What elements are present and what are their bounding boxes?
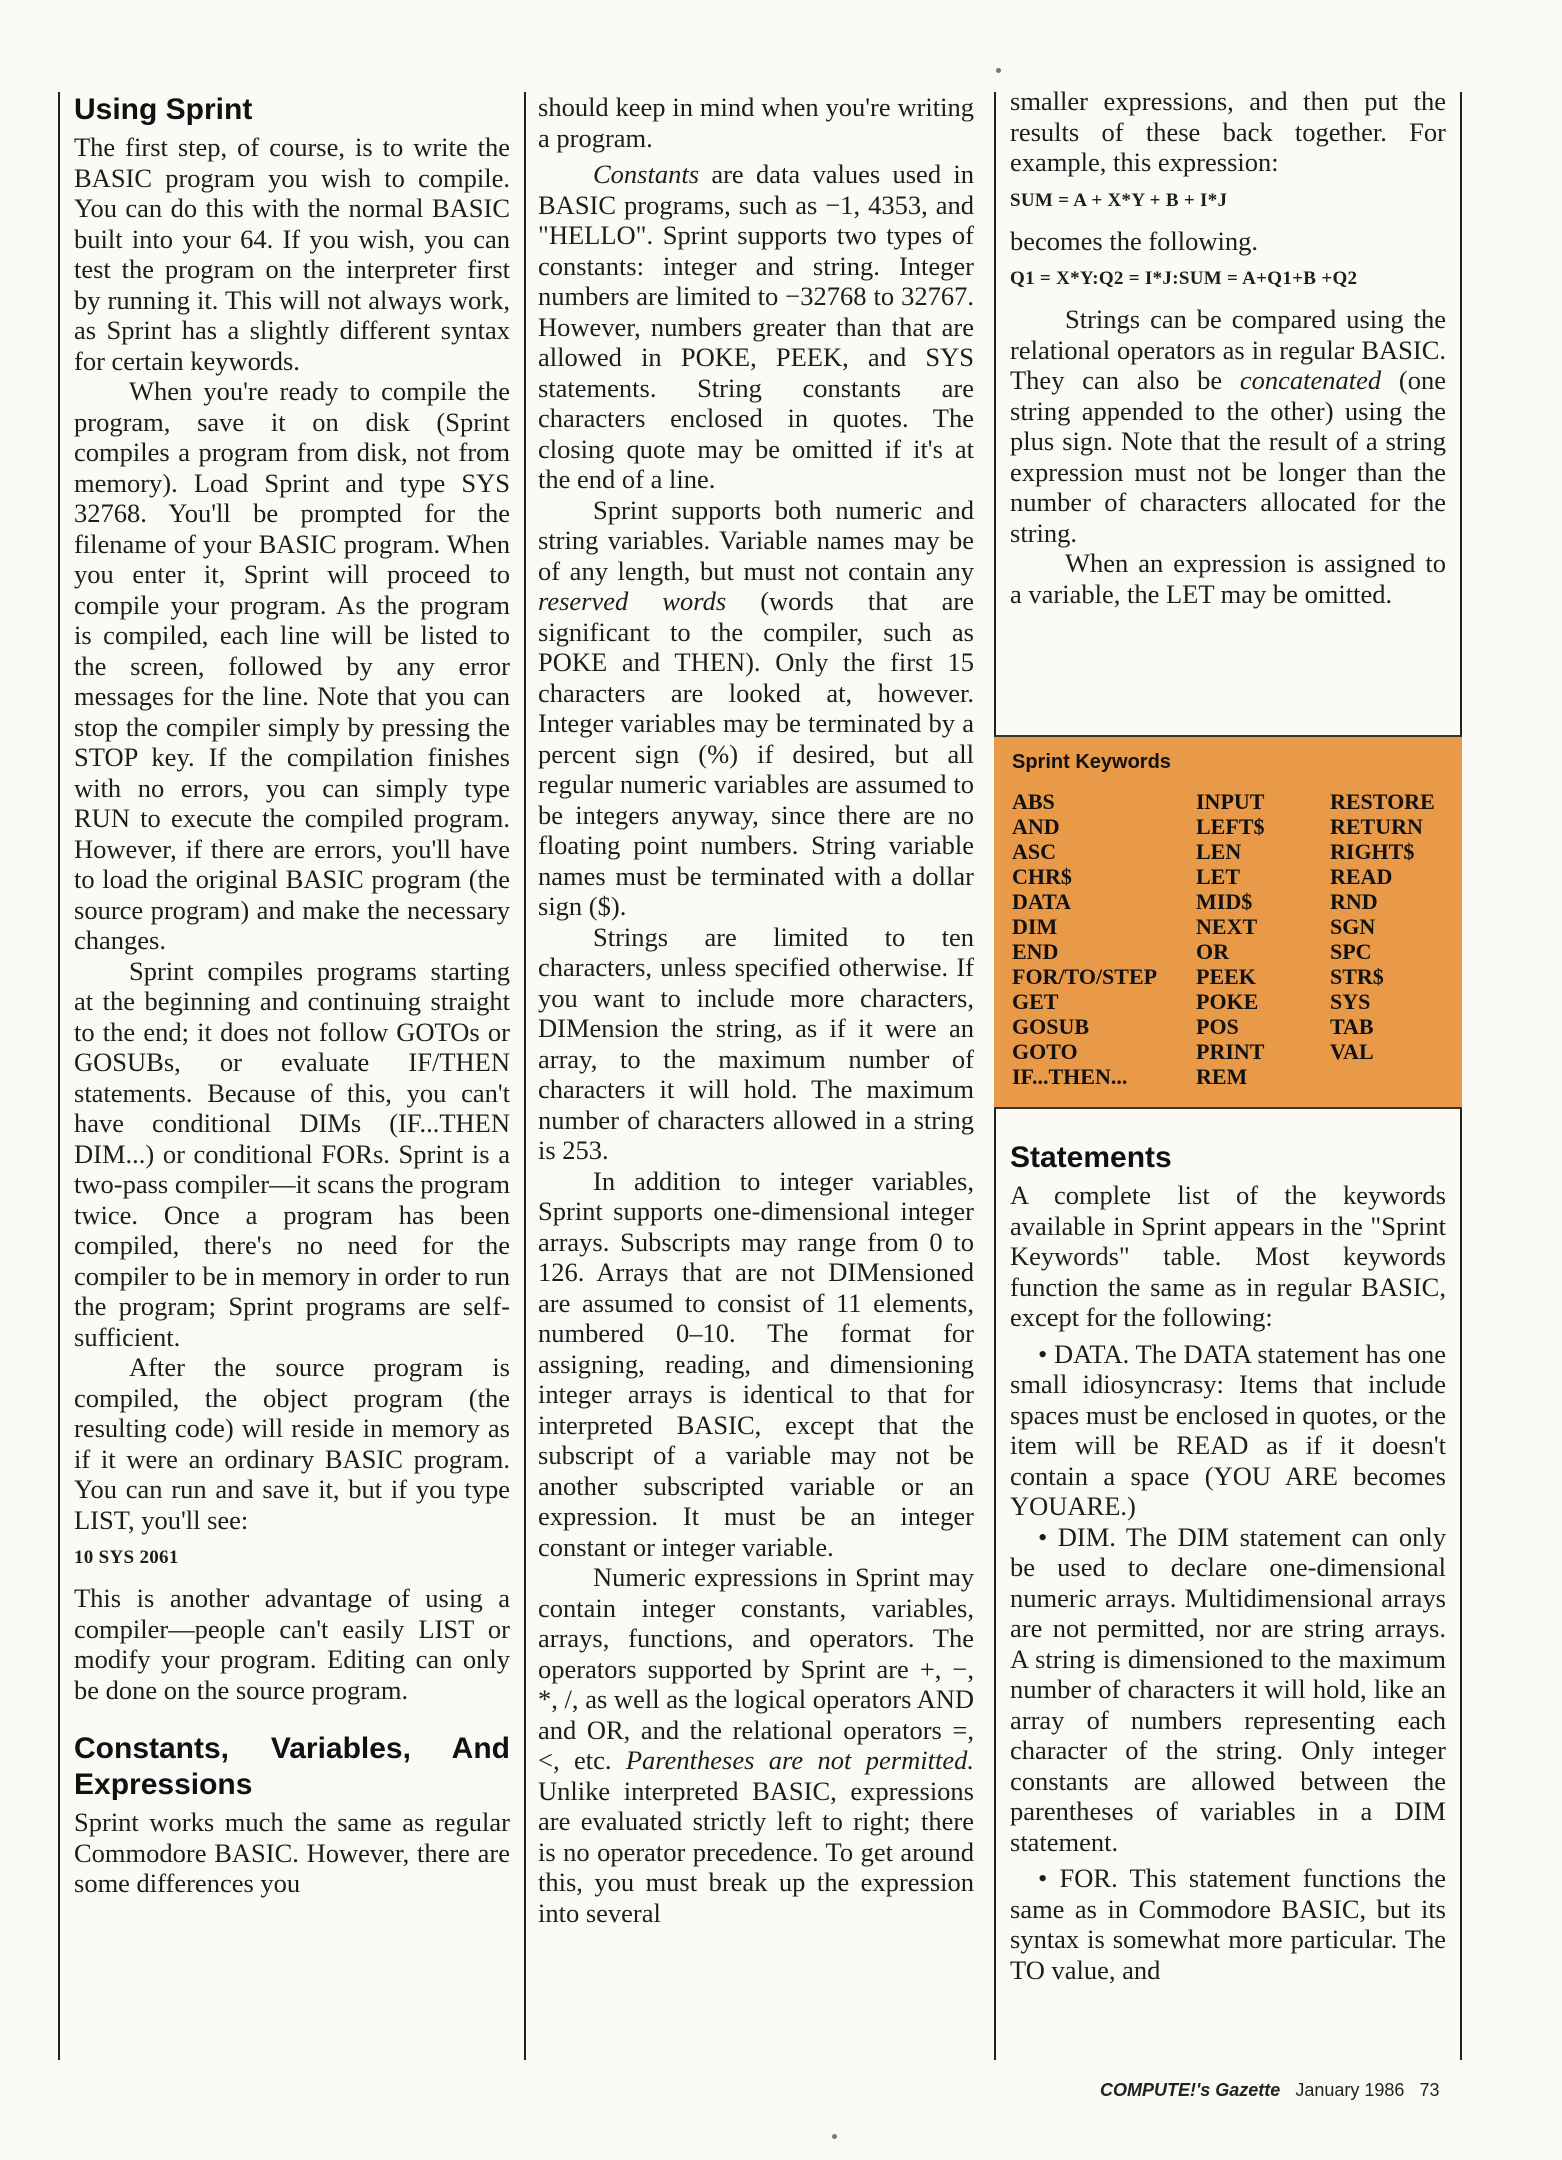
paragraph: smaller expressions, and then put the results of these back together. For example, this expression: bbox=[1010, 86, 1446, 177]
emphasis: Parentheses are not permitted. bbox=[625, 1745, 974, 1775]
issue-date: January 1986 bbox=[1295, 2080, 1405, 2100]
keyword: END bbox=[1012, 939, 1059, 964]
paragraph: When you're ready to compile the program, save it on disk (Sprint compiles a program from disk, not from memory). Load Sprint and type SYS 32768. You'll be prompted for the filename of your BASIC program. When you enter it, Sprint will proceed to compile your program. As the program is compiled, each line will be listed to the screen, followed by any error messages for the line. Note that you can stop the compiler simply by pressing the STOP key. If the compilation finishes with no errors, you can simply type RUN to execute the compiled program. However, if there are errors, you'll have to load the original BASIC program (the source program) and make the necessary changes. bbox=[74, 376, 510, 955]
keyword: RETURN bbox=[1330, 814, 1423, 839]
paragraph bbox=[538, 495, 974, 922]
keyword: SYS bbox=[1330, 989, 1371, 1014]
keywords-column-2 bbox=[1196, 789, 1264, 1089]
text-span: Strings can be compared using the relational operators as in regular BASIC. They can also be bbox=[1010, 304, 1446, 395]
keywords-table-title: Sprint Keywords bbox=[1012, 751, 1171, 773]
paragraph: Strings are limited to ten characters, unless specified otherwise. If you want to include more characters, DIMension the string, as if it were an array, to the maximum number of characters it will hold. The maximum number of characters allowed in a string is 253. bbox=[538, 921, 974, 1165]
code-example-2: Q1 = X*Y:Q2 = I*J:SUM = A+Q1+B +Q2 bbox=[1010, 268, 1358, 289]
emphasis: reserved words bbox=[538, 586, 727, 616]
page-number: 73 bbox=[1419, 2080, 1440, 2100]
keyword: OR bbox=[1196, 939, 1229, 964]
paragraph: should keep in mind when you're writing a program. bbox=[538, 92, 974, 153]
column-rule-2 bbox=[994, 92, 996, 735]
keywords-column-3 bbox=[1330, 789, 1435, 1064]
keyword: GOSUB bbox=[1012, 1014, 1090, 1039]
code-example-1: SUM = A + X*Y + B + I*J bbox=[1010, 189, 1228, 211]
keyword: POKE bbox=[1196, 989, 1259, 1014]
paragraph: • DATA. The DATA statement has one small idiosyncrasy: Items that include spaces must be enclosed in quotes, or the item will be READ as if it doesn't contain a space (YOU ARE becomes YOUARE.) bbox=[1010, 1338, 1446, 1521]
keyword: PEEK bbox=[1196, 964, 1256, 989]
keyword: LET bbox=[1196, 864, 1241, 889]
column-rule-left bbox=[58, 92, 60, 2060]
keyword: MID$ bbox=[1196, 889, 1253, 914]
keyword: GOTO bbox=[1012, 1039, 1078, 1064]
heading-using-sprint: Using Sprint bbox=[74, 93, 253, 126]
keywords-column-1 bbox=[1012, 789, 1157, 1089]
column-3-upper bbox=[1010, 86, 1446, 609]
paragraph: • FOR. This statement functions the same as in Commodore BASIC, but its syntax is somewhat more particular. The TO value, and bbox=[1010, 1863, 1446, 1985]
text-span: (words that are significant to the compiler, such as POKE and THEN). Only the first 15 characters are looked at, however. Integer variables may be terminated by a percent sign (%) if desired, but all regular numeric variables are assumed to be integers anyway, since there are no floating point numbers. String variable names must be terminated with a dollar sign ($). bbox=[538, 586, 975, 921]
publication-name: COMPUTE!'s Gazette bbox=[1100, 2080, 1281, 2100]
text-span: (one string appended to the other) using the plus sign. Note that the result of a string expression must not be longer than the number of characters allocated for the string. bbox=[1010, 365, 1446, 548]
keyword: AND bbox=[1012, 814, 1060, 839]
keyword: GET bbox=[1012, 989, 1059, 1014]
print-speck bbox=[832, 2134, 837, 2139]
keyword: NEXT bbox=[1196, 914, 1258, 939]
keyword: CHR$ bbox=[1012, 864, 1072, 889]
paragraph: This is another advantage of using a compiler—people can't easily LIST or modify your program. Editing can only be done on the source program. bbox=[74, 1583, 510, 1705]
column-rule-right bbox=[1460, 92, 1462, 735]
keyword: VAL bbox=[1330, 1039, 1374, 1064]
paragraph: • DIM. The DIM statement can only be used to declare one-dimensional numeric arrays. Multidimensional arrays are not permitted, nor are string arrays. A string is dimensioned to the maximum number of characters it will hold, like an array of numbers representing each character of the string. Only integer constants are allowed between the parentheses of variables in a DIM statement. bbox=[1010, 1521, 1446, 1857]
keyword: STR$ bbox=[1330, 964, 1384, 989]
column-2 bbox=[538, 92, 974, 1928]
keyword: ASC bbox=[1012, 839, 1057, 864]
paragraph bbox=[538, 1562, 974, 1928]
paragraph: In addition to integer variables, Sprint supports one-dimensional integer arrays. Subscripts may range from 0 to 126. Arrays that are not DIMensioned are assumed to consist of 11 elements, numbered 0–10. The format for assigning, reading, and dimensioning integer arrays is identical to that for interpreted BASIC, except that the subscript of a variable may not be another subscripted variable or an expression. It must be an integer constant or integer variable. bbox=[538, 1165, 974, 1562]
emphasis: concatenated bbox=[1239, 365, 1382, 395]
emphasis: Constants bbox=[593, 159, 700, 189]
column-rule-2-lower bbox=[994, 1107, 996, 2060]
paragraph: When an expression is assigned to a variable, the LET may be omitted. bbox=[1010, 548, 1446, 609]
keyword: POS bbox=[1196, 1014, 1239, 1039]
text-span: Sprint supports both numeric and string variables. Variable names may be of any length, but must not contain any bbox=[538, 494, 974, 586]
paragraph: The first step, of course, is to write the BASIC program you wish to compile. You can do this with the normal BASIC built into your 64. If you wish, you can test the program on the interpreter first by running it. This will not always work, as Sprint has a slightly different syntax for certain keywords. bbox=[74, 132, 510, 376]
sprint-keywords-table bbox=[994, 735, 1462, 1109]
paragraph: Sprint compiles programs starting at the beginning and continuing straight to the end; it does not follow GOTOs or GOSUBs, or evaluate IF/THEN statements. Because of this, you can't have conditional DIMs (IF...THEN DIM...) or conditional FORs. Sprint is a two-pass compiler—it scans the program twice. Once a program has been compiled, there's no need for the compiler to be in memory in order to run the program; Sprint programs are self-sufficient. bbox=[74, 955, 510, 1352]
paragraph: After the source program is compiled, the object program (the resulting code) will reside in memory as if it were an ordinary BASIC program. You can run and save it, but if you type LIST, you'll see: bbox=[74, 1352, 510, 1535]
column-1 bbox=[74, 92, 510, 1899]
page-footer bbox=[1100, 2080, 1439, 2101]
print-speck bbox=[996, 68, 1001, 73]
column-rule-1 bbox=[524, 92, 526, 2060]
code-listing: 10 SYS 2061 bbox=[74, 1547, 179, 1568]
paragraph bbox=[538, 159, 974, 495]
keyword: REM bbox=[1196, 1064, 1248, 1089]
heading-constants: Constants, Variables, And Expressions bbox=[74, 1732, 510, 1801]
paragraph: becomes the following. bbox=[1010, 225, 1259, 256]
keyword: READ bbox=[1330, 864, 1393, 889]
paragraph: A complete list of the keywords available in Sprint appears in the "Sprint Keywords" table. Most keywords function the same as in regular BASIC, except for the following: bbox=[1010, 1180, 1446, 1332]
keyword: SGN bbox=[1330, 914, 1376, 939]
keyword: LEFT$ bbox=[1196, 814, 1265, 839]
keyword: DATA bbox=[1012, 889, 1072, 914]
paragraph: Sprint works much the same as regular Commodore BASIC. However, there are some differences you bbox=[74, 1807, 510, 1898]
heading-statements: Statements bbox=[1010, 1141, 1172, 1174]
keyword: DIM bbox=[1012, 914, 1058, 939]
keyword: INPUT bbox=[1196, 789, 1265, 814]
keyword: TAB bbox=[1330, 1014, 1374, 1039]
column-rule-right-lower bbox=[1460, 1107, 1462, 2060]
column-3-lower bbox=[1010, 1140, 1446, 1985]
text-span: Numeric expressions in Sprint may contain integer constants, variables, arrays, functions, and operators. The operators supported by Sprint are +, −, *, /, as well as the logical operators AND and OR, and the relational operators =, <, etc. bbox=[538, 1562, 974, 1775]
keyword: ABS bbox=[1012, 789, 1055, 814]
keyword: IF...THEN... bbox=[1012, 1064, 1128, 1089]
keyword: SPC bbox=[1330, 939, 1372, 964]
keyword: FOR/TO/STEP bbox=[1012, 964, 1158, 989]
keyword: RND bbox=[1330, 889, 1378, 914]
keyword: PRINT bbox=[1196, 1039, 1265, 1064]
text-span: Unlike interpreted BASIC, expressions are evaluated strictly left to right; there is no operator precedence. To get around this, you must break up the expression into several bbox=[538, 1775, 974, 1928]
text-span: are data values used in BASIC programs, such as −1, 4353, and "HELLO". Sprint supports two types of constants: integer and string. Integer numbers are limited to −32768 to 32767. However, numbers greater than that are allowed in POKE, PEEK, and SYS statements. String constants are characters enclosed in quotes. The closing quote may be omitted if it's at the end of a line. bbox=[538, 159, 974, 494]
paragraph bbox=[1010, 304, 1446, 548]
keyword: RESTORE bbox=[1330, 789, 1435, 814]
keyword: RIGHT$ bbox=[1330, 839, 1415, 864]
keyword: LEN bbox=[1196, 839, 1242, 864]
